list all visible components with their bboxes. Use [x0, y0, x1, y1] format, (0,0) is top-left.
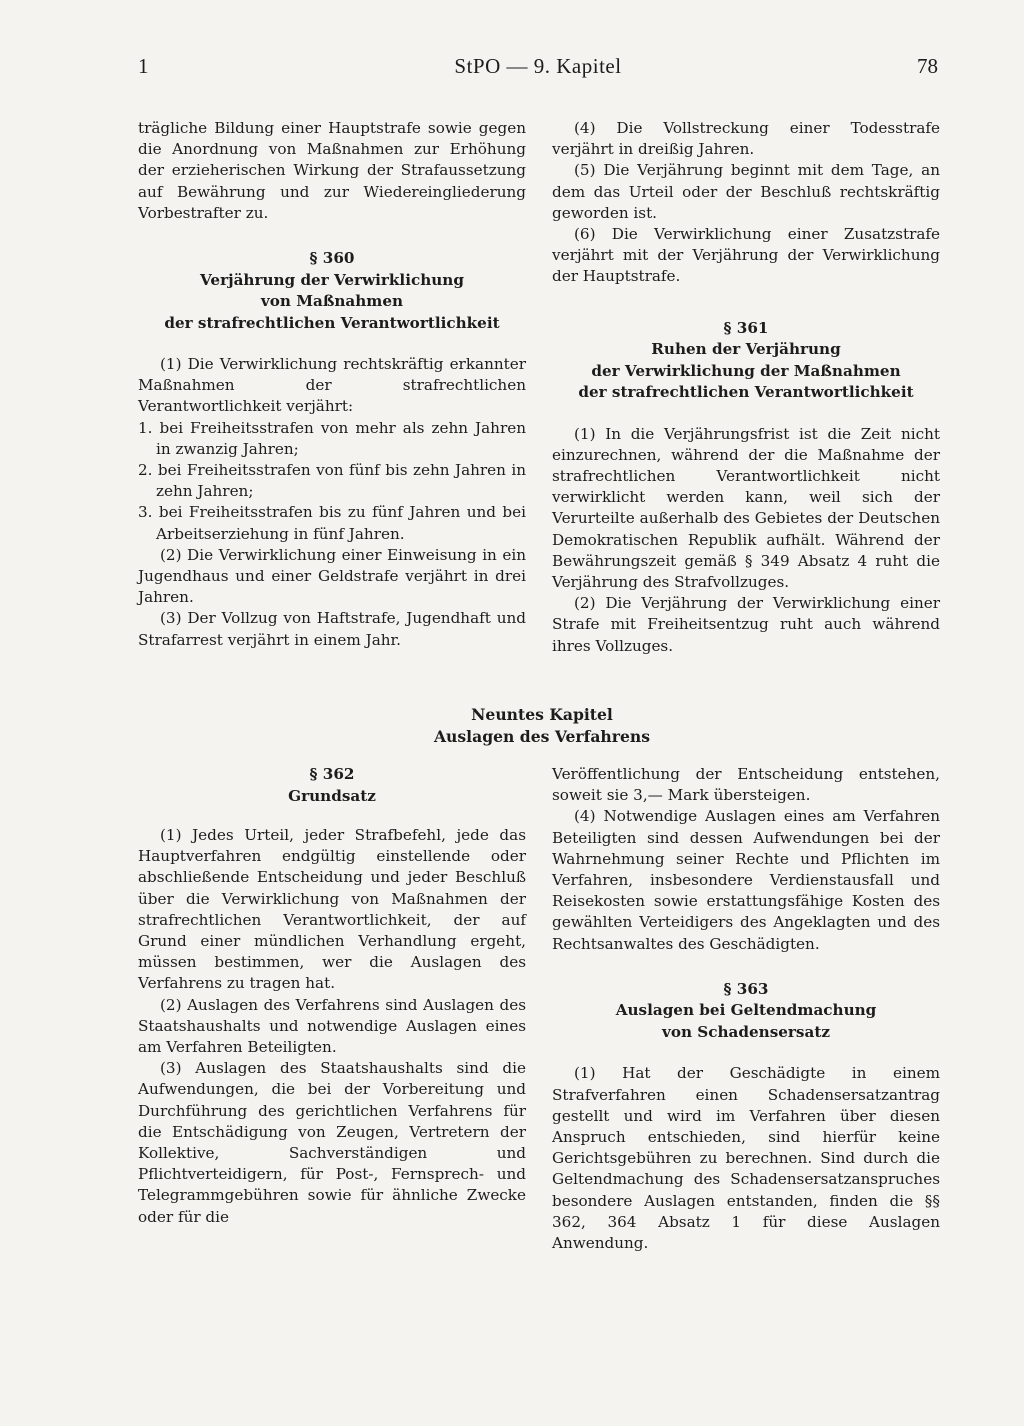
bottom-right-column: [552, 764, 940, 1254]
section-361-number: § 361: [723, 318, 769, 337]
page-header: [138, 54, 938, 82]
section-360-paragraph-1: (1) Die Verwirklichung rechtskräftig erkannter Maßnahmen der strafrechtlichen Verantwortlichkeit verjährt:: [138, 355, 526, 416]
section-363-heading: [552, 979, 940, 1044]
section-360-list: [138, 418, 526, 545]
chapter-heading: [300, 704, 784, 747]
section-360-title-line2: von Maßnahmen: [260, 292, 404, 311]
section-362-number: § 362: [309, 765, 355, 783]
intro-paragraph: trägliche Bildung einer Hauptstrafe sowie gegen die Anordnung von Maßnahmen zur Erhöhung der erzieherischen Wirkung der Strafaussetzung auf Bewährung und zur Wiedereingliederung Vorbestrafter zu.: [138, 119, 526, 222]
top-left-column: [138, 118, 526, 651]
section-362-title: Grundsatz: [288, 786, 376, 805]
section-360-title-line1: Verjährung der Verwirklichung: [200, 270, 464, 289]
section-362-paragraph-4: (4) Notwendige Auslagen eines am Verfahren Beteiligten sind dessen Aufwendungen bei der Wahrnehmung seiner Rechte und Pflichten im Verfahren, insbesondere Verdienstausfall und Reisekosten sowie erstattungsfähige Kosten des gewählten Verteidigers des Angeklagten und des Rechtsanwaltes des Geschädigten.: [552, 807, 940, 953]
section-361-title-line3: der strafrechtlichen Verantwortlichkeit: [578, 383, 914, 402]
section-360-paragraph-3: (3) Der Vollzug von Haftstrafe, Jugendhaft und Strafarrest verjährt in einem Jahr.: [138, 609, 526, 649]
section-362-paragraph-3: (3) Auslagen des Staatshaushalts sind die Aufwendungen, die bei der Vorbereitung und Durchführung des gerichtlichen Verfahrens für die Entschädigung von Zeugen, Vertretern der Kollektive, Sachverständigen und Pflichtverteidigern, für Post-, Fernsprech- und Telegrammgebühren sowie für ähnliche Zwecke oder für die: [138, 1059, 526, 1226]
list-item: 2. bei Freiheitsstrafen von fünf bis zehn Jahren in zehn Jahren;: [138, 461, 526, 501]
section-361-heading: [552, 318, 940, 404]
header-chapter-title: StPO — 9. Kapitel: [454, 54, 622, 78]
chapter-number: Neuntes Kapitel: [471, 705, 613, 724]
list-item: 1. bei Freiheitsstrafen von mehr als zehn Jahren in zwanzig Jahren;: [138, 418, 526, 458]
section-361-title-line2: der Verwirklichung der Maßnahmen: [591, 361, 901, 380]
section-363-title-line2: von Schadensersatz: [662, 1022, 830, 1041]
section-361-paragraph-1: (1) In die Verjährungsfrist ist die Zeit nicht einzurechnen, während der die Maßnahme der strafrechtlichen Verantwortlichkeit nicht verwirklicht werden kann, weil sich der Verurteilte außerhalb des Gebietes der Deutschen Demokratischen Republik aufhält. Während der Bewährungszeit gemäß § 349 Absatz 4 ruht die Verjährung des Strafvollzuges.: [552, 424, 940, 592]
section-362-paragraph-2: (2) Auslagen des Verfahrens sind Auslagen des Staatshaushalts und notwendige Auslagen eines am Verfahren Beteiligten.: [138, 995, 526, 1057]
section-363-title-line1: Auslagen bei Geltendmachung: [615, 1001, 877, 1020]
section-360-paragraph-5: (5) Die Verjährung beginnt mit dem Tage, an dem das Urteil oder der Beschluß rechtskräftig geworden ist.: [552, 161, 940, 222]
section-363-number: § 363: [723, 979, 769, 998]
chapter-title: Auslagen des Verfahrens: [433, 726, 651, 746]
section-360-paragraph-6: (6) Die Verwirklichung einer Zusatzstrafe verjährt mit der Verjährung der Verwirklichung der Hauptstrafe.: [552, 225, 940, 286]
section-360-heading: [138, 248, 526, 334]
section-360-paragraph-4: (4) Die Vollstreckung einer Todesstrafe verjährt in dreißig Jahren.: [552, 119, 940, 159]
section-363-paragraph-1: (1) Hat der Geschädigte in einem Strafverfahren einen Schadensersatzantrag gestellt und wird im Verfahren über diesen Anspruch entschieden, sind hierfür keine Gerichtsgebühren zu berechnen. Sind durch die Geltendmachung des Schadensersatzanspruches besondere Auslagen entstanden, finden die §§ 362, 364 Absatz 1 für diese Auslagen Anwendung.: [552, 1064, 940, 1252]
section-362-continuation: Veröffentlichung der Entscheidung entstehen, soweit sie 3,— Mark übersteigen.: [552, 765, 940, 805]
bottom-left-column: [138, 764, 526, 1228]
header-left-number: 1: [138, 54, 149, 78]
page-number: 78: [917, 54, 938, 78]
top-right-column: [552, 118, 940, 657]
section-362-heading: [138, 764, 526, 807]
section-360-title-line3: der strafrechtlichen Verantwortlichkeit: [164, 313, 500, 332]
section-361-paragraph-2: (2) Die Verjährung der Verwirklichung einer Strafe mit Freiheitsentzug ruht auch während ihres Vollzuges.: [552, 594, 940, 655]
section-361-title-line1: Ruhen der Verjährung: [651, 340, 841, 359]
section-362-paragraph-1: (1) Jedes Urteil, jeder Strafbefehl, jede das Hauptverfahren endgültig einstellende oder abschließende Entscheidung und jeder Beschluß über die Verwirklichung von Maßnahmen der strafrechtlichen Verantwortlichkeit, der auf Grund einer mündlichen Verhandlung ergeht, müssen bestimmen, wer die Auslagen des Verfahrens zu tragen hat.: [138, 826, 526, 993]
list-item: 3. bei Freiheitsstrafen bis zu fünf Jahren und bei Arbeitserziehung in fünf Jahren.: [138, 503, 526, 543]
section-360-number: § 360: [309, 249, 355, 268]
section-360-paragraph-2: (2) Die Verwirklichung einer Einweisung in ein Jugendhaus und einer Geldstrafe verjährt in drei Jahren.: [138, 545, 526, 607]
